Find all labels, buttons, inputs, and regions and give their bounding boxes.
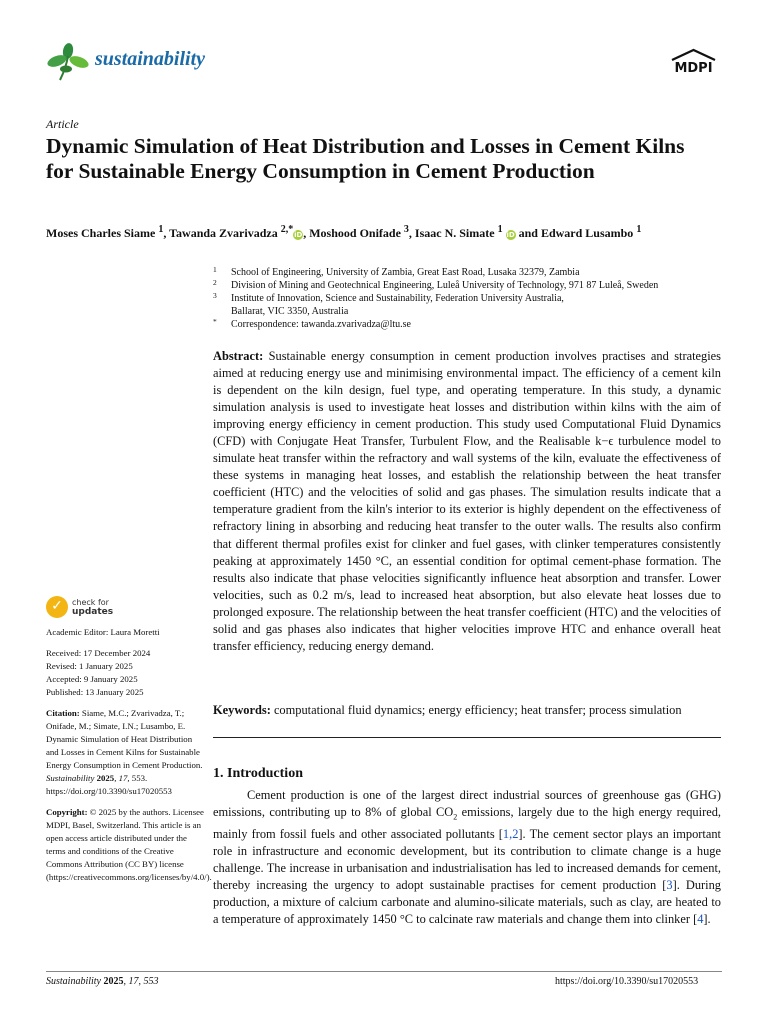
checkmark-icon: ✓ [46, 596, 68, 618]
citation-link[interactable]: 1,2 [502, 826, 519, 841]
author-name[interactable]: Moshood Onifade [309, 226, 401, 240]
intro-text: ]. [703, 911, 711, 926]
author-affil-mark: 3 [403, 224, 409, 235]
article-title: Dynamic Simulation of Heat Distribution and Losses in Cement Kilns for Sustainable Energy Consumption in Cement Production [46, 134, 685, 183]
journal-logo-icon [46, 42, 90, 82]
affiliation-mark: 1 [213, 265, 217, 274]
citation-volume: 17 [118, 773, 128, 783]
affiliation-text: Ballarat, VIC 3350, Australia [231, 306, 349, 317]
keywords-label: Keywords: [213, 703, 271, 717]
affiliation-item [213, 279, 733, 292]
citation-year: 2025 [96, 773, 115, 783]
citation-link[interactable]: 4 [697, 911, 704, 926]
article-type: Article [46, 117, 79, 131]
copyright-text: © 2025 by the authors. Licensee MDPI, Basel, Switzerland. This article is an open access article distributed under the terms and conditions of the Creative Commons Attribution (CC BY) license (https://creativecommons.org/licenses/by/4.0/). [46, 807, 212, 882]
footer-divider [46, 971, 722, 972]
affiliation-text: School of Engineering, University of Zambia, Great East Road, Lusaka 32379, Zambia [231, 267, 580, 278]
author-affil-mark: 2,* [280, 224, 294, 235]
keywords-text: computational fluid dynamics; energy efficiency; heat transfer; process simulation [273, 703, 682, 717]
citation-text: Siame, M.C.; Zvarivadza, T.; Onifade, M.; Simate, I.N.; Lusambo, E. Dynamic Simulation of Heat Distribution and Losses in Cement Kilns for Sustainable Energy Consumption in Cement Production. [46, 708, 203, 770]
divider [213, 737, 721, 738]
citation-label: Citation: [46, 708, 80, 718]
affiliation-text: Institute of Innovation, Science and Sustainability, Federation University Australia, [231, 293, 564, 304]
author-affil-mark: 1 [158, 224, 164, 235]
footer-volume: , 17, 553 [123, 976, 159, 987]
intro-text: ]. The cement sector plays an important role in infrastructure and economic development, but its contribution to climate change is a huge challenge. The increase in urbanisation and industrialisation has led to increased demands for cement, thereby increasing the urgency to adopt sustainable practises for cement production [ [213, 826, 721, 892]
author-name[interactable]: Moses Charles Siame [46, 226, 156, 240]
affiliation-mark: 3 [213, 291, 217, 300]
affiliations [213, 266, 733, 331]
author-affil-mark: 1 [497, 224, 503, 235]
copyright-block [46, 806, 212, 884]
correspondence [213, 318, 733, 331]
footer-journal: Sustainability [46, 976, 101, 987]
affiliation-item [213, 292, 733, 305]
citation-journal: Sustainability [46, 773, 95, 783]
mdpi-logo-icon [666, 48, 721, 78]
section-heading: 1. Introduction [213, 766, 303, 781]
affiliation-text: Division of Mining and Geotechnical Engineering, Luleå University of Technology, 971 87 Luleå, Sweden [231, 280, 659, 291]
intro-text: Cement production is one of the largest direct industrial sources of greenhouse gas (GHG) emissions, contributing up to 8% of global CO [213, 788, 721, 820]
accepted-date: Accepted: 9 January 2025 [46, 674, 138, 684]
published-date: Published: 13 January 2025 [46, 687, 144, 697]
orcid-icon[interactable]: iD [506, 231, 515, 239]
abstract-text: Sustainable energy consumption in cement production involves practises and strategies aimed at reducing energy use and minimising environmental impact. The efficiency of a cement kiln is dependent on the kiln design, fuel type, and operating temperature. In this study, a dynamic simulation analysis is used to investigate heat losses and distribution within kilns with the aim of improving energy efficiency in cement production. This study used Computational Fluid Dynamics (CFD) with Conjugate Heat Transfer, Turbulent Flow, and the Realisable k−ϵ turbulence model to simulate heat transfer within the refractory and wall systems of the kiln, evaluate the effectiveness of these systems in managing heat losses, and establish the relationship between the heat transfer coefficient (HTC) and the velocities of solid and gas phases. The simulation results indicate that a temperature gradient from the kiln's interior to its exterior is highly dependent on the effectiveness of refractory lining in absorbing and reducing heat transfer to the outer walls. The results also confirm that different thermal profiles exist for clinker and fuel gases, with clinker temperatures consistently peaking at approximately 1450 °C, an essential condition for optimal cement-phase formation. The results also indicate that phase velocities significantly influence heat absorption and transfer. Lower velocities, such as 0.2 m/s, lead to increased heat absorption, but also elevate heat losses due to prolonged exposure. The relationship between the heat transfer coefficient (HTC) and the velocities of solid and gas phases also indicates that higher velocities improve HTC and enhance overall heat transfer efficiency, reducing energy demand. [213, 349, 721, 653]
article-info-sidebar [46, 596, 212, 884]
intro-text: emissions, largely due to the high energy required, mainly from fossil fuels and other associated pollutants [ [213, 805, 721, 841]
journal-name: sustainability [95, 48, 206, 70]
introduction-paragraph [213, 787, 721, 928]
footer-journal-info [46, 976, 159, 987]
author-affil-mark: 1 [636, 224, 642, 235]
correspondence-text[interactable]: Correspondence: tawanda.zvarivadza@ltu.se [231, 319, 411, 330]
citation-doi[interactable]: , 553. https://doi.org/10.3390/su17020553 [46, 773, 172, 796]
orcid-icon[interactable]: iD [294, 231, 303, 239]
academic-editor: Academic Editor: Laura Moretti [46, 627, 160, 637]
subscript: 2 [453, 812, 458, 822]
received-date: Received: 17 December 2024 [46, 648, 151, 658]
affiliation-item [213, 266, 733, 279]
author-name[interactable]: Isaac N. Simate [414, 226, 495, 240]
citation-link[interactable]: 3 [666, 877, 673, 892]
check-updates-line2: updates [72, 606, 114, 617]
citation-block: Citation: Siame, M.C.; Zvarivadza, T.; Onifade, M.; Simate, I.N.; Lusambo, E. Dynamic Simulation of Heat Distribution and Losses in Cement Kilns for Sustainable Energy Consumption in Cement Production. Sustainability 2025, 17, 553. https://doi.org/10.3390/su17020553 [46, 708, 203, 796]
abstract-label: Abstract: [213, 349, 264, 363]
affiliation-mark: * [213, 317, 217, 326]
publisher-name: MDPI [674, 61, 713, 76]
keywords [213, 703, 733, 718]
revised-date: Revised: 1 January 2025 [46, 661, 133, 671]
author-list: Moses Charles Siame $^1$, Tawanda Zvarivadza $^{2,*}$iD, Moshood Onifade $^3$, Isaac N. Simate $^1$ iD and Edward Lusambo $^1$ [46, 224, 642, 240]
check-for-updates-button[interactable] [46, 596, 206, 618]
check-updates-line1: check for [72, 597, 109, 607]
publisher-logo [666, 48, 721, 78]
author-name[interactable]: Edward Lusambo [540, 226, 634, 240]
intro-text: ]. During production, a mixture of calcium carbonate and alumino-silicate materials, such as clay, are heated to a temperature of approximately 1450 °C to calcinate raw materials and change them into clinker [ [213, 877, 721, 926]
copyright-label: Copyright: [46, 807, 88, 817]
author-name[interactable]: Tawanda Zvarivadza [169, 226, 278, 240]
footer-year: 2025 [103, 976, 124, 987]
abstract [213, 348, 721, 655]
footer-doi-link[interactable]: https://doi.org/10.3390/su17020553 [555, 976, 699, 987]
check-updates-label [72, 598, 113, 617]
affiliation-item [213, 305, 733, 318]
affiliation-mark: 2 [213, 278, 217, 287]
